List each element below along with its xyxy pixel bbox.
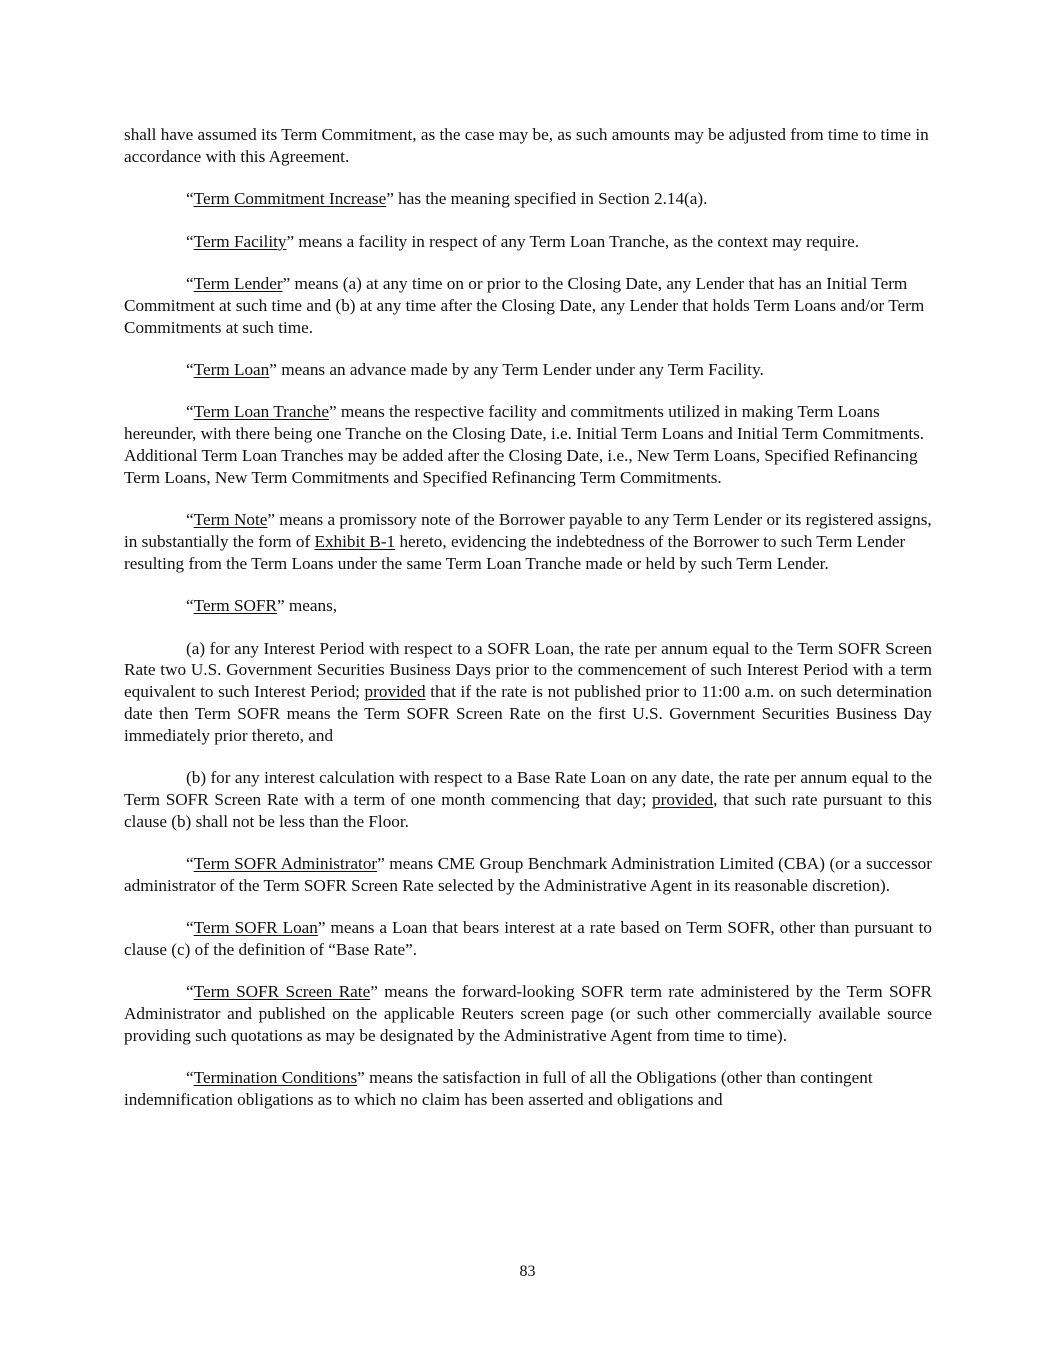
defined-term: Term SOFR Screen Rate	[193, 982, 371, 1002]
defined-term: Term SOFR	[193, 596, 277, 616]
defined-term: Term Lender	[193, 273, 283, 293]
term-sofr-clause-b	[124, 767, 932, 832]
definition-term-facility: “Term Facility” means a facility in respect of any Term Loan Tranche, as the context may require.	[186, 231, 860, 251]
definition-text: ” means (a) at any time on or prior to the Closing Date, any Lender that has an Initial Term Commitment at such time and (b) at any time after the Closing Date, any Lender that holds Term Loans and/or Term Commitments at such time.	[124, 273, 925, 337]
definition-term-sofr-administrator: “Term SOFR Administrator” means CME Group Benchmark Administration Limited (CBA) (or a successor administrator of the Term SOFR Screen Rate selected by the Administrative Agent in its reasonable discretion).	[124, 854, 932, 895]
definition-term-lender: “Term Lender” means (a) at any time on or prior to the Closing Date, any Lender that has an Initial Term Commitment at such time and (b) at any time after the Closing Date, any Lender that holds Term Loans and/or Term Commitments at such time.	[124, 273, 925, 337]
defined-term: Term Note	[193, 510, 268, 530]
definition-text: ” means a promissory note of the Borrower payable to any Term Lender or its registered assigns, in substantially the form of	[124, 510, 932, 551]
paragraph-text: shall have assumed its Term Commitment, as the case may be, as such amounts may be adjusted from time to time in accordance with this Agreement.	[124, 125, 929, 166]
defined-term: Term Facility	[193, 231, 287, 251]
defined-term: Term Loan Tranche	[193, 402, 329, 422]
clause-text: , that such rate pursuant to this clause (b) shall not be less than the Floor.	[124, 789, 932, 831]
definition-text: ” means the satisfaction in full of all the Obligations (other than contingent indemnification obligations as to which no claim has been asserted and obligations and	[124, 1068, 873, 1110]
definition-term-sofr-screen-rate: “Term SOFR Screen Rate” means the forward-looking SOFR term rate administered by the Term SOFR Administrator and published on the applicable Reuters screen page (or such other commercially available source providing such quotations as may be designated by the Administrative Agent from time to time).	[124, 982, 932, 1046]
clause-text: (b) for any interest calculation with respect to a Base Rate Loan on any date, the rate per annum equal to the Term SOFR Screen Rate with a term of one month commencing that day;	[124, 768, 932, 809]
definition-term-sofr-loan: “Term SOFR Loan” means a Loan that bears interest at a rate based on Term SOFR, other than pursuant to clause (c) of the definition of “Base Rate”.	[124, 918, 933, 960]
definition-term-loan-tranche: “Term Loan Tranche” means the respective facility and commitments utilized in making Term Loans hereunder, with there being one Tranche on the Closing Date, i.e. Initial Term Loans and Initial Term Commitments. Additional Term Loan Tranches may be added after the Closing Date, i.e., New Term Loans, Specified Refinancing Term Loans, New Term Commitments and Specified Refinancing Term Commitments.	[124, 402, 925, 487]
definition-text: ” means the forward-looking SOFR term rate administered by the Term SOFR Administrator and published on the applicable Reuters screen page (or such other commercially available source providing such quotations as may be designated by the Administrative Agent from time to time).	[124, 982, 932, 1046]
definition-text: ” means the respective facility and commitments utilized in making Term Loans hereunder, with there being one Tranche on the Closing Date, i.e. Initial Term Loans and Initial Term Commitments. Additional Term Loan Tranches may be added after the Closing Date, i.e., New Term Loans, Specified Refinancing Term Loans, New Term Commitments and Specified Refinancing Term Commitments.	[124, 402, 925, 487]
definition-term-note: “Term Note” means a promissory note of the Borrower payable to any Term Lender or its registered assigns, in substantially the form of Exhibit B-1 hereto, evidencing the indebtedness of the Borrower to such Term Lender resulting from the Term Loans under the same Term Loan Tranche made or held by such Term Lender.	[124, 510, 932, 573]
definition-text: ” means CME Group Benchmark Administration Limited (CBA) (or a successor administrator of the Term SOFR Screen Rate selected by the Administrative Agent in its reasonable discretion).	[124, 854, 932, 895]
defined-term: Termination Conditions	[193, 1068, 358, 1088]
proviso-term: provided	[364, 682, 426, 702]
exhibit-reference: Exhibit B-1	[314, 531, 396, 551]
continuation-paragraph	[124, 124, 932, 168]
term-sofr-clause-a	[124, 638, 932, 747]
document-page	[124, 124, 932, 1132]
definition-text: ” means a Loan that bears interest at a rate based on Term SOFR, other than pursuant to clause (c) of the definition of “Base Rate”.	[124, 918, 933, 960]
definition-term-sofr: “Term SOFR” means,	[186, 596, 338, 616]
proviso-term: provided	[652, 789, 714, 809]
clause-text: (a) for any Interest Period with respect to a SOFR Loan, the rate per annum equal to the Term SOFR Screen Rate two U.S. Government Securities Business Days prior to the commencement of such Interest Period with a term equivalent to such Interest Period;	[124, 638, 932, 702]
definition-term-loan: “Term Loan” means an advance made by any Term Lender under any Term Facility.	[186, 359, 764, 379]
page-number: 83	[519, 1263, 536, 1280]
clause-text: that if the rate is not published prior to 11:00 a.m. on such determination date then Term SOFR means the Term SOFR Screen Rate on the first U.S. Government Securities Business Day immediately prior thereto, and	[124, 682, 932, 745]
defined-term: Term SOFR Loan	[193, 918, 318, 938]
definition-text: ” means an advance made by any Term Lender under any Term Facility.	[269, 359, 764, 379]
definition-text: ” has the meaning specified in Section 2.14(a).	[386, 189, 708, 209]
definition-text: ” means,	[276, 596, 338, 616]
definition-text: hereto, evidencing the indebtedness of the Borrower to such Term Lender resulting from the Term Loans under the same Term Loan Tranche made or held by such Term Lender.	[124, 531, 906, 573]
definition-term-commitment-increase: “Term Commitment Increase” has the meaning specified in Section 2.14(a).	[186, 189, 708, 209]
defined-term: Term Loan	[193, 359, 270, 379]
definition-text: ” means a facility in respect of any Term Loan Tranche, as the context may require.	[286, 231, 860, 251]
defined-term: Term SOFR Administrator	[193, 854, 378, 874]
defined-term: Term Commitment Increase	[193, 189, 387, 209]
definition-termination-conditions: “Termination Conditions” means the satisfaction in full of all the Obligations (other than contingent indemnification obligations as to which no claim has been asserted and obligations and	[124, 1068, 873, 1110]
